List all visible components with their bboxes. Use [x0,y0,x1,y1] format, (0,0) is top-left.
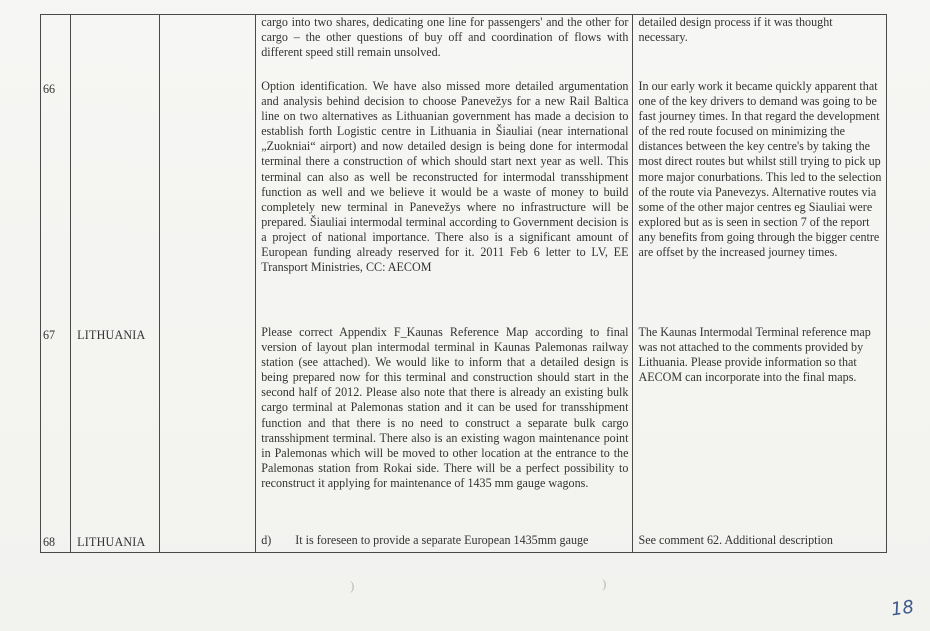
table-row [41,79,887,325]
response-cell [633,325,887,533]
table-row [41,533,887,553]
blank-cell [159,533,256,553]
response-cell [633,533,887,553]
country-cell [71,79,160,325]
comment-text: cargo into two shares, dedicating one line for passengers' and the other for cargo – the other questions of buy off and coordination of flows with different speed still remain unsolved. [261,15,629,60]
response-text: In our early work it became quickly apparent that one of the key drivers to demand was going to be fast journey times. In that regard the development of the red route focused on minimizing the distances between the key centre's by taking the most direct routes but whilst still trying to pick up more major conurbations. This led to the selection of the route via Panevezys. Alternative routes via some of the other major centres eg Siauliai were explored but as is seen in section 7 of the report any benefits from going through the bigger centre are offset by the increased journey times. [638,79,882,260]
comment-text: Please correct Appendix F_Kaunas Reference Map according to final version of layout plan intermodal terminal in Kaunas Palemonas railway station (see attached). We would like to inform that a detailed design is being prepared now for this terminal and construction should start in the second half of 2012. Please also note that there is already an existing bulk cargo terminal at Palemonas station and it can be used for transshipment function and that there is no need to construct a separate bulk cargo transshipment terminal. There also is an existing wagon maintenance point in Palemonas which will be moved to other location at the entrance to the Palemonas station from Rokai side. There will be a perfect possibility to reconstruct it applying for maintenance of 1435 mm gauge wagons. [261,325,629,490]
country-cell: LITHUANIA [71,325,160,533]
response-text: The Kaunas Intermodal Terminal reference map was not attached to the comments provided by Lithuania. Please provide information so that AECOM can incorporate into the final maps. [638,325,871,385]
item-marker: d) [261,533,272,547]
comment-text: d) It is foreseen to provide a separate European 1435mm gauge [261,533,589,547]
comment-cell [256,79,633,325]
blank-cell [159,15,256,80]
comment-cell [256,533,633,553]
table-row [41,325,887,533]
comment-text: Option identification. We have also missed more detailed argumentation and analysis behind decision to choose Panevežys for a new Rail Baltica line on two alternatives as Lithuanian government has made a decision to establish forth Logistic centre in Lithuania in Šiauliai (near international „Zuokniai“ airport) and now detailed design is being done for intermodal terminal there a construction of which should start next year as well. This terminal can also as well be reconstructed for intermodal transshipment function as well and we believe it would be a waste of money to build completely new terminal in Panevežys where no infrastructure will be prepared. Šiauliai intermodal terminal according to Government decision is a project of national importance. There also is a significant amount of European funding already reserved for it. 2011 Feb 6 letter to LV, EE Transport Ministries, CC: AECOM [261,79,629,275]
comment-cell [256,325,633,533]
page-number-mark: 18 [889,596,916,621]
blank-cell [159,79,256,325]
response-text: See comment 62. Additional description [638,533,833,547]
country-cell [71,15,160,80]
comment-cell [256,15,633,80]
row-number-cell: 68 [41,533,71,553]
comments-table [40,14,887,553]
response-text: detailed design process if it was thought necessary. [638,15,833,45]
scan-mark: ) [602,576,607,591]
row-number-cell: 67 [41,325,71,533]
country-cell: LITHUANIA [71,533,160,553]
scan-mark: ) [350,578,355,593]
table-row [41,15,887,80]
row-number-cell: 66 [41,79,71,325]
blank-cell [159,325,256,533]
response-cell [633,15,887,80]
row-number-cell [41,15,71,80]
response-cell [633,79,887,325]
